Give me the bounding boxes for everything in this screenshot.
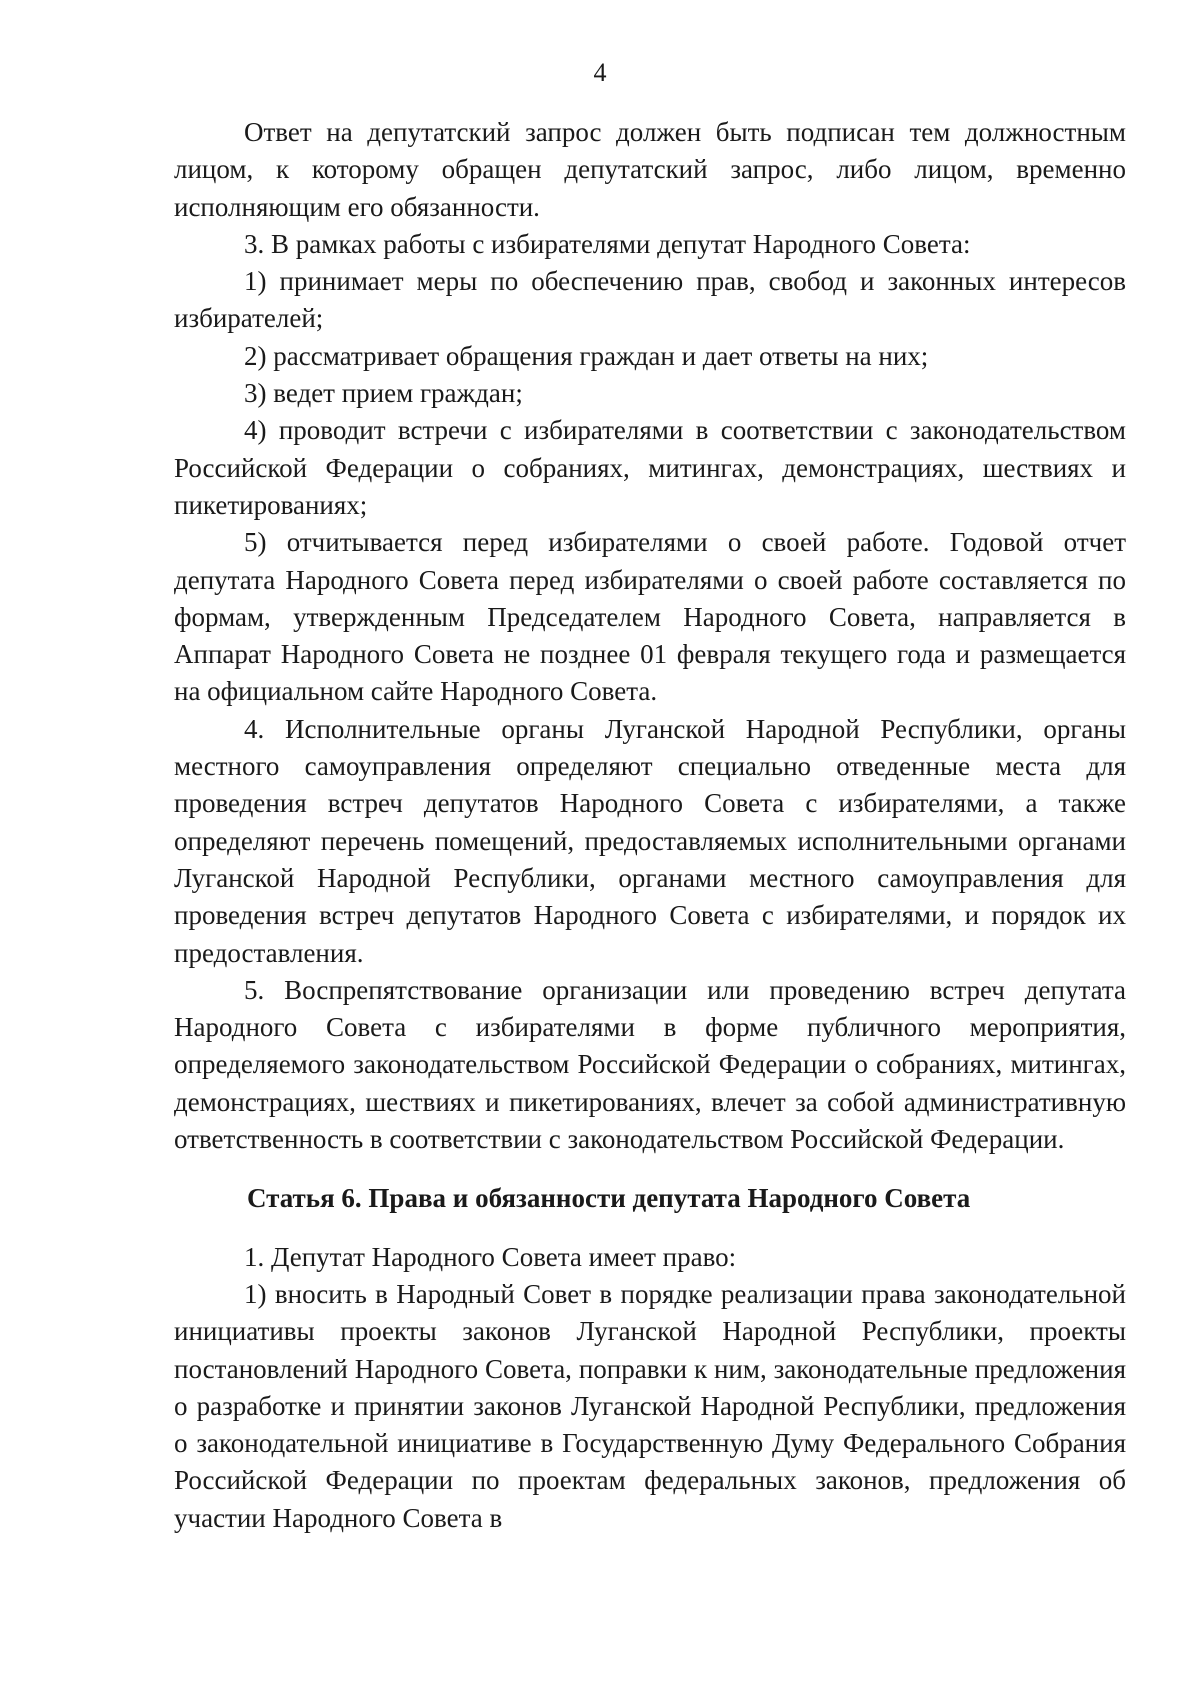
paragraph-item-3: 3. В рамках работы с избирателями депутат Народного Совета: [244,228,971,259]
paragraph-item-5: 5. Воспрепятствование организации или проведению встреч депутата Народного Совета с избирателями в форме публичного мероприятия, определяемого законодательством Российской Федерации о собраниях, митингах, демонстрациях, шествиях и пикетированиях, влечет за собой административную ответственность в соответствии с законодательством Российской Федерации. [174,974,1126,1155]
list-item-3-4: 4) проводит встречи с избирателями в соответствии с законодательством Российской Федерации о собраниях, митингах, демонстрациях, шествиях и пикетированиях; [174,415,1126,520]
list-item-3-1: 1) принимает меры по обеспечению прав, свобод и законных интересов избирателей; [174,266,1126,334]
article-heading: Статья 6. Права и обязанности депутата Народного Совета [247,1183,971,1214]
page-number: 4 [593,58,607,87]
list-item-3-2: 2) рассматривает обращения граждан и дает ответы на них; [244,340,929,371]
document-body [174,114,1126,1537]
paragraph-item-4: 4. Исполнительные органы Луганской Народной Республики, органы местного самоуправления определяют специально отведенные места для проведения встреч депутатов Народного Совета с избирателями, а также определяют перечень помещений, предоставляемых исполнительными органами Луганской Народной Республики, органами местного самоуправления для проведения встреч депутатов Народного Совета с избирателями, и порядок их предоставления. [174,713,1126,968]
article-paragraph-1: 1. Депутат Народного Совета имеет право: [244,1241,737,1272]
article-list-item-1-1: 1) вносить в Народный Совет в порядке реализации права законодательной инициативы проекты законов Луганской Народной Республики, проекты постановлений Народного Совета, поправки к ним, законодательные предложения о разработке и принятии законов Луганской Народной Республики, предложения о законодательной инициативе в Государственную Думу Федерального Собрания Российской Федерации по проектам федеральных законов, предложения об участии Народного Совета в [174,1278,1126,1533]
paragraph-reply-signature: Ответ на депутатский запрос должен быть подписан тем должностным лицом, к которому обращен депутатский запрос, либо лицом, временно исполняющим его обязанности. [174,117,1126,222]
list-item-3-5: 5) отчитывается перед избирателями о своей работе. Годовой отчет депутата Народного Совета перед избирателями о своей работе составляется по формам, утвержденным Председателем Народного Совета, направляется в Аппарат Народного Совета не позднее 01 февраля текущего года и размещается на официальном сайте Народного Совета. [174,527,1126,707]
list-item-3-3: 3) ведет прием граждан; [244,378,523,409]
